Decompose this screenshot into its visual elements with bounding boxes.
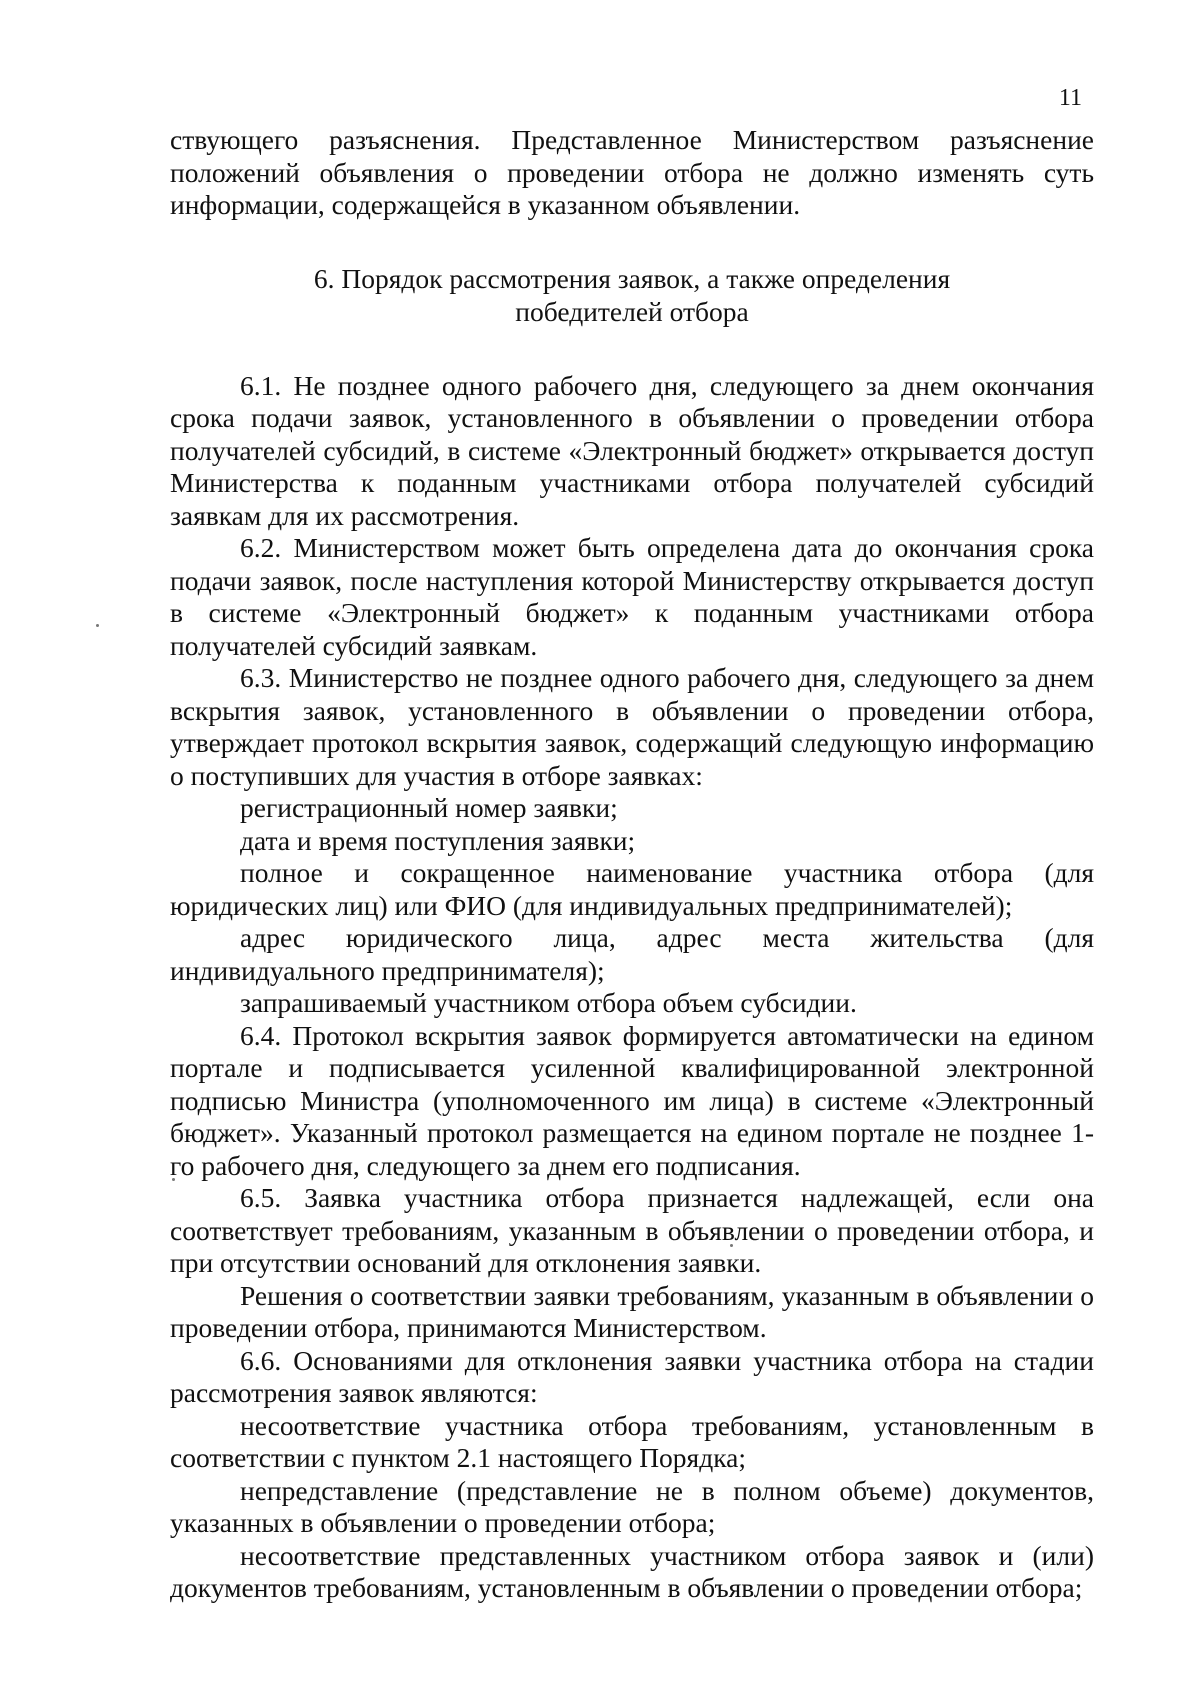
list-item: полное и сокращенное наименование участника отбора (для юридических лиц) или ФИО (для индивидуальных предпринимателей); bbox=[170, 857, 1094, 921]
paragraph-6-6: 6.6. Основаниями для отклонения заявки участника отбора на стадии рассмотрения заявок являются: bbox=[170, 1344, 1094, 1408]
list-item: дата и время поступления заявки; bbox=[240, 824, 636, 856]
intro-paragraph: ствующего разъяснения. Представленное Министерством разъяснение положений объявления о проведении отбора не должно изменять суть информации, содержащейся в указанном объявлении. bbox=[170, 124, 1094, 220]
section-heading-line-2: победителей отбора bbox=[515, 295, 749, 327]
paragraph-6-5: 6.5. Заявка участника отбора признается надлежащей, если она соответствует требованиям, указанным в объявлении о проведении отбора, и при отсутствии оснований для отклонения заявки. bbox=[170, 1182, 1094, 1278]
paragraph-6-1: 6.1. Не позднее одного рабочего дня, следующего за днем окончания срока подачи заявок, установленного в объявлении о проведении отбора получателей субсидий, в системе «Электронный бюджет» открывается доступ Министерства к поданным участниками отбора получателей субсидий заявкам для их рассмотрения. bbox=[170, 369, 1094, 531]
paragraph-6-3: 6.3. Министерство не позднее одного рабочего дня, следующего за днем вскрытия заявок, установленного в объявлении о проведении отбора, утверждает протокол вскрытия заявок, содержащий следующую информацию о поступивших для участия в отборе заявках: bbox=[170, 662, 1094, 791]
section-heading bbox=[170, 262, 1094, 328]
list-item: несоответствие представленных участником отбора заявок и (или) документов требованиям, установленным в объявлении о проведении отбора; bbox=[170, 1539, 1094, 1603]
document-body bbox=[170, 124, 1094, 1605]
section-heading-line-1: 6. Порядок рассмотрения заявок, а также определения bbox=[313, 262, 951, 294]
list-item: регистрационный номер заявки; bbox=[240, 792, 618, 823]
list-item: несоответствие участника отбора требованиям, установленным в соответствии с пунктом 2.1 настоящего Порядка; bbox=[170, 1409, 1094, 1473]
page-number: 11 bbox=[1058, 85, 1082, 111]
list-item: запрашиваемый участником отбора объем субсидии. bbox=[240, 987, 857, 1018]
paragraph-decision: Решения о соответствии заявки требованиям, указанным в объявлении о проведении отбора, принимаются Министерством. bbox=[170, 1279, 1094, 1343]
paragraph-6-4: 6.4. Протокол вскрытия заявок формируется автоматически на едином портале и подписывается усиленной квалифицированной электронной подписью Министра (уполномоченного им лица) в системе «Электронный бюджет». Указанный протокол размещается на едином портале не позднее 1-го рабочего дня, следующего за днем его подписания. bbox=[170, 1019, 1094, 1181]
list-item: непредставление (представление не в полном объеме) документов, указанных в объявлении о проведении отбора; bbox=[170, 1474, 1094, 1538]
list-item: адрес юридического лица, адрес места жительства (для индивидуального предпринимателя); bbox=[170, 922, 1094, 986]
paragraph-6-2: 6.2. Министерством может быть определена дата до окончания срока подачи заявок, после наступления которой Министерству открывается доступ в системе «Электронный бюджет» к поданным участниками отбора получателей субсидий заявкам. bbox=[170, 532, 1094, 661]
scan-speck bbox=[96, 624, 99, 627]
